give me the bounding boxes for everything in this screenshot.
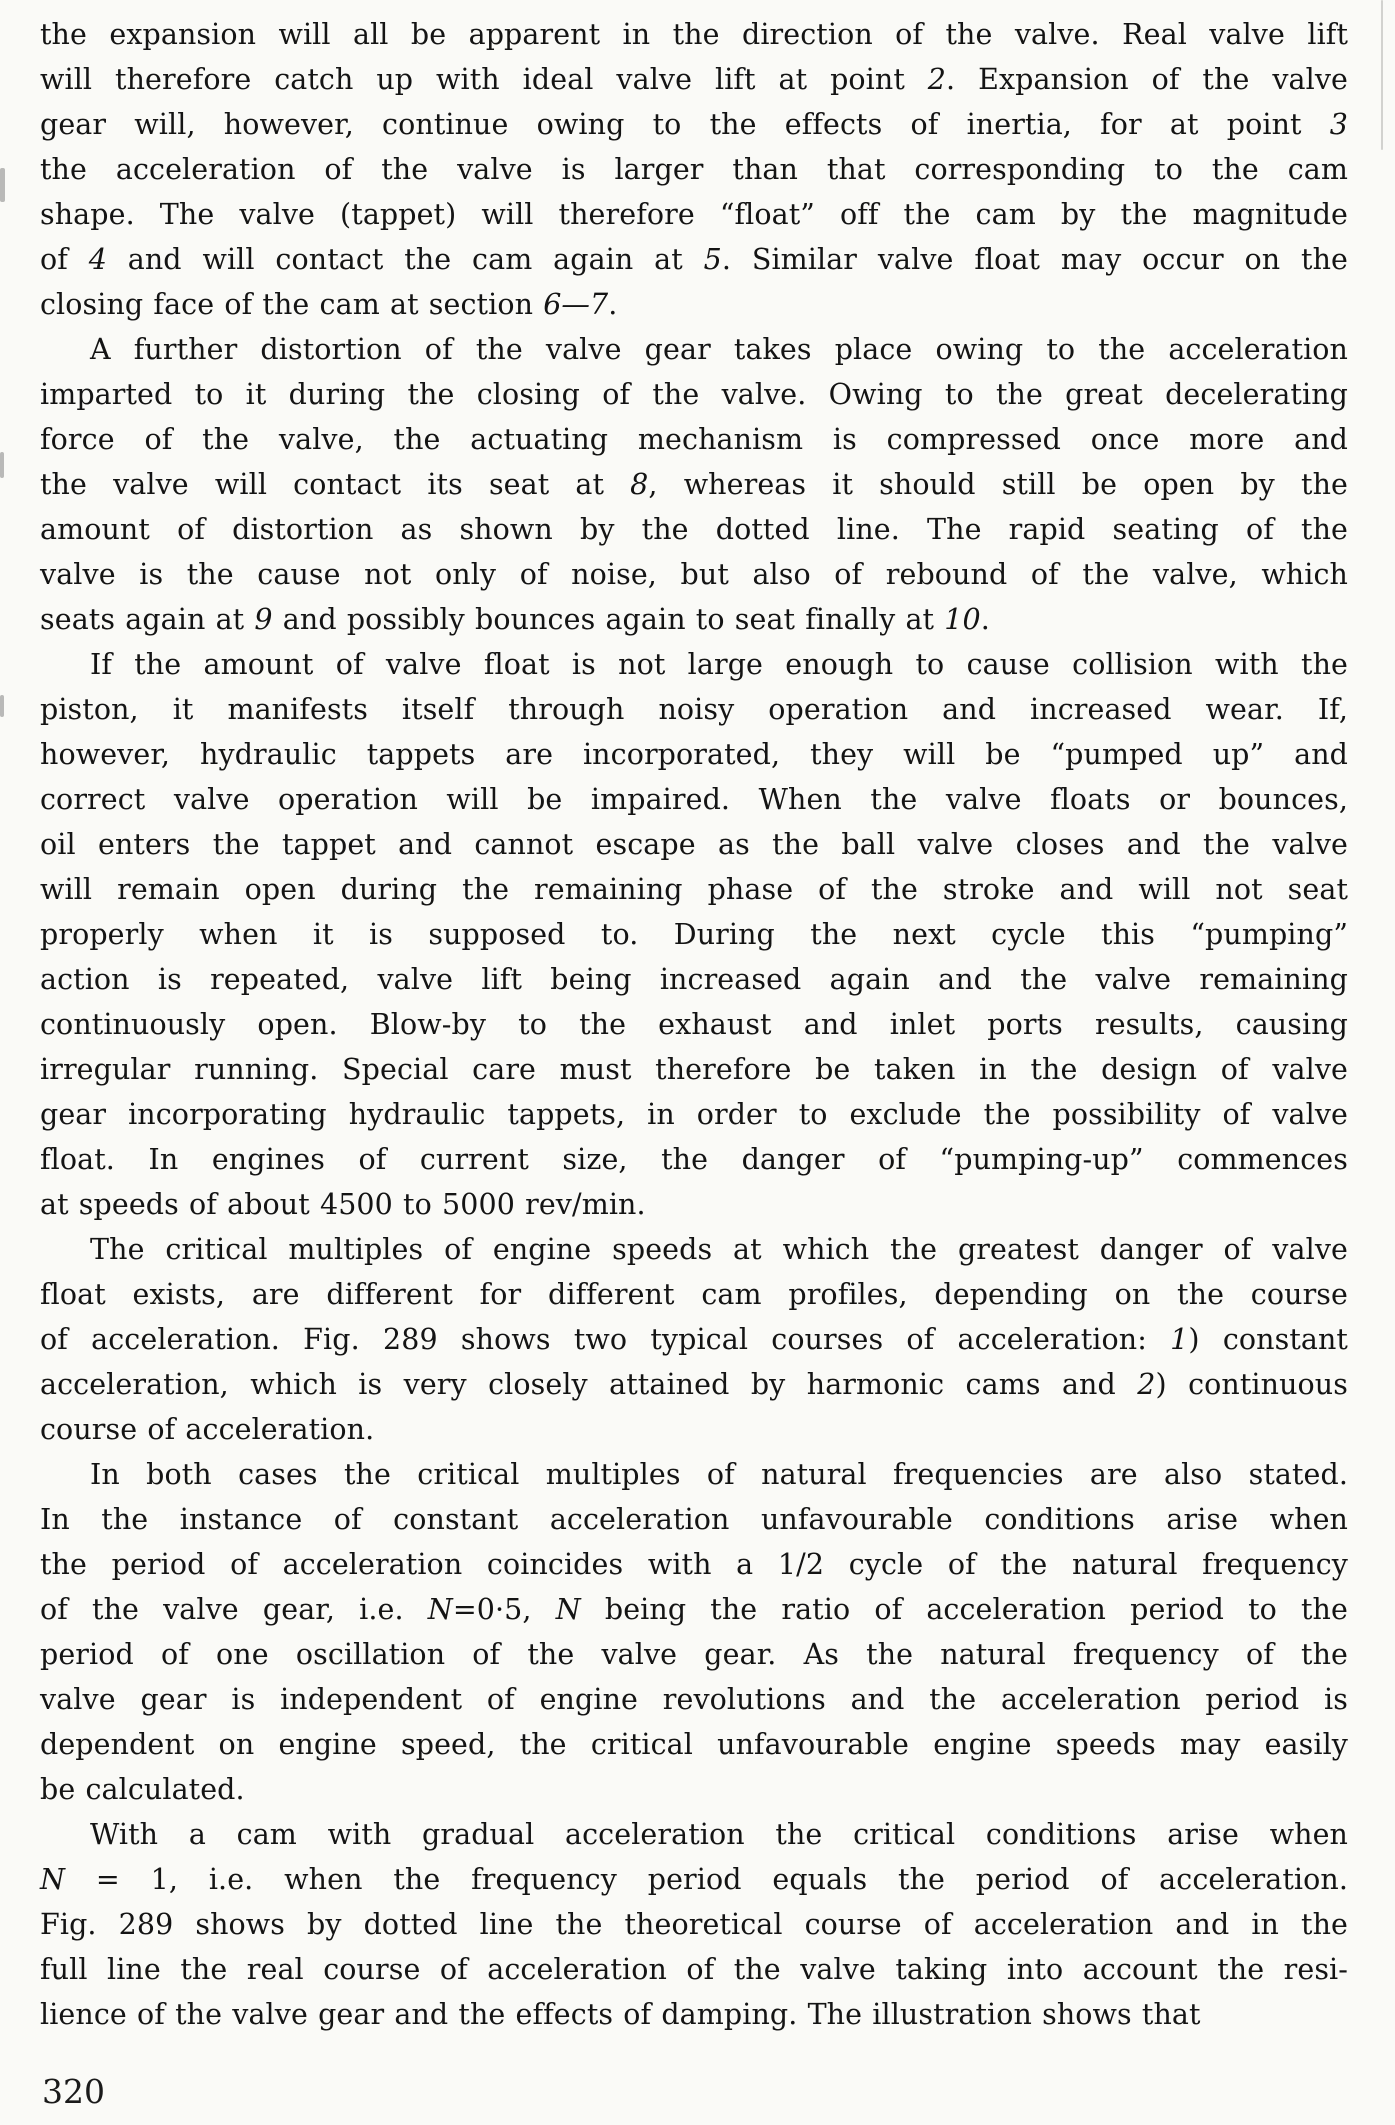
- text-line: [40, 822, 1348, 867]
- text-line: [40, 147, 1348, 192]
- paragraph: [40, 642, 1348, 1227]
- italic-run: 10: [944, 603, 981, 636]
- text-run: float exists, are different for different cam profiles, depending on the course: [40, 1278, 1348, 1311]
- text-run: A further distortion of the valve gear takes place owing to the acceleration: [90, 333, 1348, 366]
- text-line: [40, 192, 1348, 237]
- text-line: [40, 1902, 1348, 1947]
- text-line: [40, 327, 1348, 372]
- text-line: [40, 1812, 1348, 1857]
- text-run: the period of acceleration coincides with a 1/2 cycle of the natural frequency: [40, 1548, 1348, 1581]
- text-run: period of one oscillation of the valve gear. As the natural frequency of the: [40, 1638, 1348, 1671]
- scan-artifact: [0, 695, 4, 717]
- text-line: [40, 912, 1348, 957]
- text-line: [40, 1272, 1348, 1317]
- text-line: [40, 1767, 1348, 1812]
- italic-run: 4: [88, 243, 107, 276]
- text-run: and will contact the cam again at: [106, 243, 704, 276]
- text-line: [40, 1587, 1348, 1632]
- text-run: In the instance of constant acceleration unfavourable conditions arise when: [40, 1503, 1348, 1536]
- text-run: of acceleration. Fig. 289 shows two typical courses of acceleration:: [40, 1323, 1171, 1356]
- text-run: and possibly bounces again to seat finally at: [272, 603, 945, 636]
- text-line: [40, 1317, 1348, 1362]
- text-line: [40, 462, 1348, 507]
- text-line: [40, 237, 1348, 282]
- text-run: at speeds of about 4500 to 5000 rev/min.: [40, 1188, 646, 1221]
- text-line: [40, 867, 1348, 912]
- text-run: amount of distortion as shown by the dotted line. The rapid seating of the: [40, 513, 1348, 546]
- text-run: imparted to it during the closing of the valve. Owing to the great decelerating: [40, 378, 1348, 411]
- text-run: the acceleration of the valve is larger than that corresponding to the cam: [40, 153, 1348, 186]
- text-run: . Similar valve float may occur on the: [721, 243, 1348, 276]
- text-run: of: [40, 243, 89, 276]
- paragraph: [40, 327, 1348, 642]
- text-line: [40, 1632, 1348, 1677]
- text-line: [40, 1047, 1348, 1092]
- text-run: = 1, i.e. when the frequency period equals the period of acceleration.: [65, 1863, 1348, 1896]
- text-run: the expansion will all be apparent in the direction of the valve. Real valve lift: [40, 18, 1348, 51]
- italic-run: 8: [630, 468, 649, 501]
- text-run: valve is the cause not only of noise, but also of rebound of the valve, which: [40, 558, 1348, 591]
- text-run: With a cam with gradual acceleration the critical conditions arise when: [90, 1818, 1348, 1851]
- text-line: [40, 282, 1348, 327]
- scan-artifact: [0, 452, 4, 478]
- text-run: seats again at: [40, 603, 255, 636]
- text-line: [40, 57, 1348, 102]
- text-line: [40, 1722, 1348, 1767]
- text-run: action is repeated, valve lift being increased again and the valve remaining: [40, 963, 1348, 996]
- paragraph: [40, 1452, 1348, 1812]
- text-run: Fig. 289 shows by dotted line the theoretical course of acceleration and in the: [40, 1908, 1348, 1941]
- text-line: [40, 1452, 1348, 1497]
- text-run: lience of the valve gear and the effects of damping. The illustration shows that: [40, 1998, 1201, 2031]
- scan-artifact: [1381, 0, 1383, 150]
- text-line: [40, 642, 1348, 687]
- text-run: valve gear is independent of engine revolutions and the acceleration period is: [40, 1683, 1348, 1716]
- text-run: will remain open during the remaining phase of the stroke and will not seat: [40, 873, 1348, 906]
- text-line: [40, 957, 1348, 1002]
- text-run: being the ratio of acceleration period to the: [580, 1593, 1348, 1626]
- text-line: [40, 372, 1348, 417]
- text-run: The critical multiples of engine speeds at which the greatest danger of valve: [90, 1233, 1348, 1266]
- text-run: closing face of the cam at section: [40, 288, 544, 321]
- text-run: force of the valve, the actuating mechanism is compressed once more and: [40, 423, 1348, 456]
- text-run: ) constant: [1188, 1323, 1348, 1356]
- italic-run: 2: [927, 63, 947, 96]
- text-line: [40, 12, 1348, 57]
- text-line: [40, 732, 1348, 777]
- italic-run: N: [427, 1593, 453, 1626]
- italic-run: 6—7: [543, 288, 609, 321]
- text-line: [40, 1497, 1348, 1542]
- scan-artifact: [0, 168, 5, 202]
- text-line: [40, 1542, 1348, 1587]
- text-run: If the amount of valve float is not large enough to cause collision with the: [90, 648, 1348, 681]
- text-run: gear incorporating hydraulic tappets, in order to exclude the possibility of valve: [40, 1098, 1348, 1131]
- text-run: of the valve gear, i.e.: [40, 1593, 428, 1626]
- text-run: =0·5,: [452, 1593, 556, 1626]
- text-run: .: [980, 603, 990, 636]
- text-line: [40, 1992, 1348, 2037]
- text-line: [40, 597, 1348, 642]
- text-run: the valve will contact its seat at: [40, 468, 631, 501]
- page-number: 320: [42, 2072, 105, 2111]
- text-run: will therefore catch up with ideal valve lift at point: [40, 63, 928, 96]
- text-line: [40, 417, 1348, 462]
- text-block: [40, 12, 1348, 2037]
- text-line: [40, 1137, 1348, 1182]
- text-run: , whereas it should still be open by the: [648, 468, 1348, 501]
- paragraph: [40, 1812, 1348, 2037]
- text-line: [40, 687, 1348, 732]
- text-run: acceleration, which is very closely attained by harmonic cams and: [40, 1368, 1138, 1401]
- paragraph: [40, 1227, 1348, 1452]
- text-run: dependent on engine speed, the critical unfavourable engine speeds may easily: [40, 1728, 1348, 1761]
- italic-run: N: [40, 1863, 66, 1896]
- text-run: ) continuous: [1155, 1368, 1348, 1401]
- text-run: gear will, however, continue owing to the effects of inertia, for at point: [40, 108, 1330, 141]
- italic-run: N: [555, 1593, 581, 1626]
- text-line: [40, 1362, 1348, 1407]
- text-run: full line the real course of acceleration of the valve taking into account the resi-: [40, 1953, 1348, 1986]
- text-line: [40, 1677, 1348, 1722]
- text-line: [40, 1857, 1348, 1902]
- text-run: In both cases the critical multiples of natural frequencies are also stated.: [90, 1458, 1348, 1491]
- italic-run: 2: [1137, 1368, 1156, 1401]
- text-line: [40, 1227, 1348, 1272]
- text-line: [40, 552, 1348, 597]
- text-line: [40, 1407, 1348, 1452]
- text-line: [40, 1182, 1348, 1227]
- text-run: shape. The valve (tappet) will therefore “float” off the cam by the magnitude: [40, 198, 1348, 231]
- text-run: .: [608, 288, 618, 321]
- text-run: continuously open. Blow-by to the exhaust and inlet ports results, causing: [40, 1008, 1348, 1041]
- text-run: properly when it is supposed to. During the next cycle this “pumping”: [40, 918, 1348, 951]
- text-run: be calculated.: [40, 1773, 245, 1806]
- paragraph: [40, 12, 1348, 327]
- text-run: correct valve operation will be impaired. When the valve floats or bounces,: [40, 783, 1348, 816]
- text-run: however, hydraulic tappets are incorporated, they will be “pumped up” and: [40, 738, 1348, 771]
- text-run: . Expansion of the valve: [946, 63, 1348, 96]
- text-run: float. In engines of current size, the danger of “pumping-up” commences: [40, 1143, 1348, 1176]
- text-line: [40, 102, 1348, 147]
- text-line: [40, 507, 1348, 552]
- italic-run: 5: [703, 243, 722, 276]
- italic-run: 3: [1329, 108, 1348, 141]
- text-run: course of acceleration.: [40, 1413, 375, 1446]
- italic-run: 1: [1170, 1323, 1189, 1356]
- text-run: piston, it manifests itself through noisy operation and increased wear. If,: [40, 693, 1348, 726]
- text-run: irregular running. Special care must therefore be taken in the design of valve: [40, 1053, 1348, 1086]
- text-line: [40, 1947, 1348, 1992]
- text-line: [40, 1002, 1348, 1047]
- text-line: [40, 777, 1348, 822]
- text-run: oil enters the tappet and cannot escape as the ball valve closes and the valve: [40, 828, 1348, 861]
- text-line: [40, 1092, 1348, 1137]
- italic-run: 9: [254, 603, 273, 636]
